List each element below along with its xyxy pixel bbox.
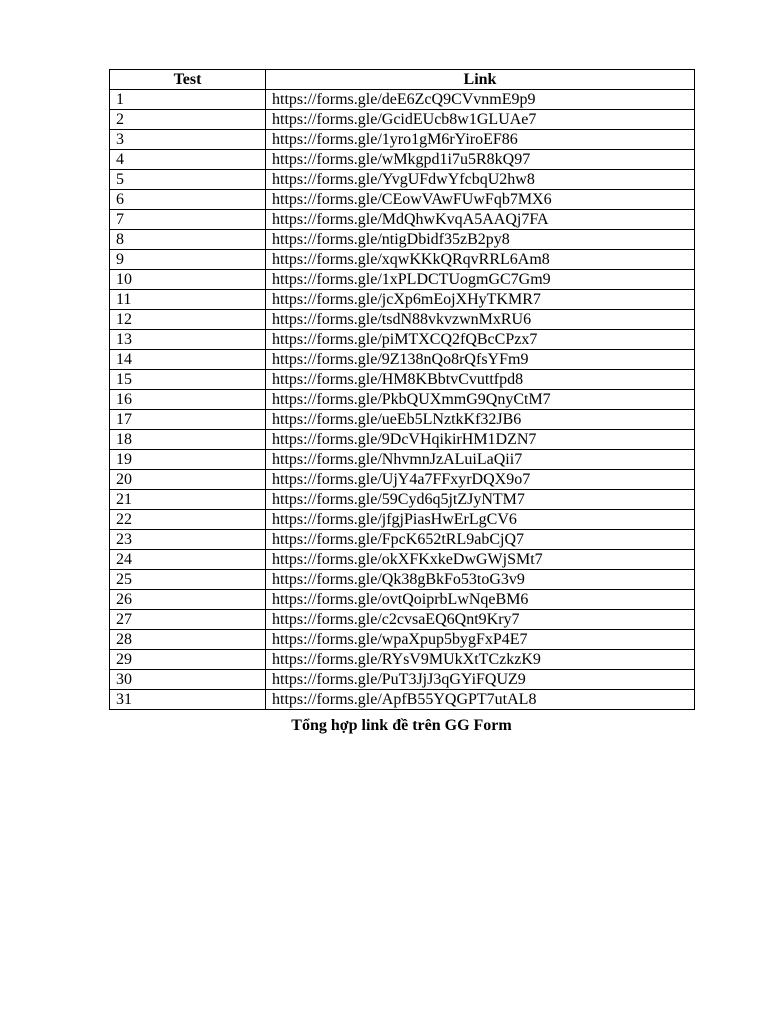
form-link-cell: https://forms.gle/Qk38gBkFo53toG3v9 — [266, 570, 695, 590]
table-row — [110, 410, 695, 430]
test-number-cell: 6 — [110, 190, 266, 210]
test-number-cell: 25 — [110, 570, 266, 590]
form-link-cell: https://forms.gle/59Cyd6q5jtZJyNTM7 — [266, 490, 695, 510]
table-row — [110, 530, 695, 550]
form-link-cell: https://forms.gle/ApfB55YQGPT7utAL8 — [266, 690, 695, 710]
table-row — [110, 630, 695, 650]
table-row — [110, 450, 695, 470]
form-links-table — [109, 69, 695, 710]
form-link-cell: https://forms.gle/NhvmnJzALuiLaQii7 — [266, 450, 695, 470]
test-number-cell: 15 — [110, 370, 266, 390]
test-number-cell: 22 — [110, 510, 266, 530]
test-number-cell: 13 — [110, 330, 266, 350]
table-body — [110, 90, 695, 710]
table-row — [110, 430, 695, 450]
test-number-cell: 30 — [110, 670, 266, 690]
test-number-cell: 20 — [110, 470, 266, 490]
form-link-cell: https://forms.gle/UjY4a7FFxyrDQX9o7 — [266, 470, 695, 490]
form-link-cell: https://forms.gle/CEowVAwFUwFqb7MX6 — [266, 190, 695, 210]
test-number-cell: 2 — [110, 110, 266, 130]
test-number-cell: 12 — [110, 310, 266, 330]
form-link-cell: https://forms.gle/jcXp6mEojXHyTKMR7 — [266, 290, 695, 310]
form-link-cell: https://forms.gle/tsdN88vkvzwnMxRU6 — [266, 310, 695, 330]
table-row — [110, 650, 695, 670]
form-link-cell: https://forms.gle/ueEb5LNztkKf32JB6 — [266, 410, 695, 430]
form-link-cell: https://forms.gle/YvgUFdwYfcbqU2hw8 — [266, 170, 695, 190]
form-link-cell: https://forms.gle/PkbQUXmmG9QnyCtM7 — [266, 390, 695, 410]
test-number-cell: 26 — [110, 590, 266, 610]
form-link-cell: https://forms.gle/GcidEUcb8w1GLUAe7 — [266, 110, 695, 130]
form-link-cell: https://forms.gle/c2cvsaEQ6Qnt9Kry7 — [266, 610, 695, 630]
test-number-cell: 4 — [110, 150, 266, 170]
test-number-cell: 23 — [110, 530, 266, 550]
table-row — [110, 510, 695, 530]
test-number-cell: 16 — [110, 390, 266, 410]
table-row — [110, 210, 695, 230]
table-row — [110, 550, 695, 570]
table-row — [110, 130, 695, 150]
form-link-cell: https://forms.gle/9DcVHqikirHM1DZN7 — [266, 430, 695, 450]
test-number-cell: 14 — [110, 350, 266, 370]
form-link-cell: https://forms.gle/1yro1gM6rYiroEF86 — [266, 130, 695, 150]
test-number-cell: 11 — [110, 290, 266, 310]
table-row — [110, 690, 695, 710]
table-row — [110, 390, 695, 410]
test-number-cell: 28 — [110, 630, 266, 650]
form-link-cell: https://forms.gle/wMkgpd1i7u5R8kQ97 — [266, 150, 695, 170]
test-number-cell: 5 — [110, 170, 266, 190]
form-link-cell: https://forms.gle/MdQhwKvqA5AAQj7FA — [266, 210, 695, 230]
form-link-cell: https://forms.gle/okXFKxkeDwGWjSMt7 — [266, 550, 695, 570]
table-header-row — [110, 70, 695, 90]
form-link-cell: https://forms.gle/RYsV9MUkXtTCzkzK9 — [266, 650, 695, 670]
test-number-cell: 27 — [110, 610, 266, 630]
table-row — [110, 90, 695, 110]
table-row — [110, 170, 695, 190]
form-link-cell: https://forms.gle/deE6ZcQ9CVvnmE9p9 — [266, 90, 695, 110]
table-row — [110, 270, 695, 290]
form-link-cell: https://forms.gle/wpaXpup5bygFxP4E7 — [266, 630, 695, 650]
form-link-cell: https://forms.gle/FpcK652tRL9abCjQ7 — [266, 530, 695, 550]
form-link-cell: https://forms.gle/jfgjPiasHwErLgCV6 — [266, 510, 695, 530]
test-number-cell: 21 — [110, 490, 266, 510]
table-row — [110, 150, 695, 170]
table-row — [110, 110, 695, 130]
header-test: Test — [110, 70, 266, 90]
form-link-cell: https://forms.gle/ntigDbidf35zB2py8 — [266, 230, 695, 250]
test-number-cell: 7 — [110, 210, 266, 230]
test-number-cell: 10 — [110, 270, 266, 290]
test-number-cell: 3 — [110, 130, 266, 150]
test-number-cell: 8 — [110, 230, 266, 250]
test-number-cell: 19 — [110, 450, 266, 470]
table-row — [110, 290, 695, 310]
form-link-cell: https://forms.gle/ovtQoiprbLwNqeBM6 — [266, 590, 695, 610]
table-row — [110, 590, 695, 610]
table-row — [110, 570, 695, 590]
table-row — [110, 230, 695, 250]
table-row — [110, 310, 695, 330]
table-caption: Tổng hợp link đề trên GG Form — [291, 717, 512, 734]
table-row — [110, 250, 695, 270]
table-row — [110, 330, 695, 350]
test-number-cell: 29 — [110, 650, 266, 670]
test-number-cell: 18 — [110, 430, 266, 450]
form-link-cell: https://forms.gle/1xPLDCTUogmGC7Gm9 — [266, 270, 695, 290]
test-number-cell: 17 — [110, 410, 266, 430]
table-row — [110, 610, 695, 630]
test-number-cell: 24 — [110, 550, 266, 570]
test-number-cell: 9 — [110, 250, 266, 270]
table-row — [110, 350, 695, 370]
table-row — [110, 670, 695, 690]
form-link-cell: https://forms.gle/piMTXCQ2fQBcCPzx7 — [266, 330, 695, 350]
table-row — [110, 370, 695, 390]
table-row — [110, 490, 695, 510]
form-link-cell: https://forms.gle/PuT3JjJ3qGYiFQUZ9 — [266, 670, 695, 690]
table-row — [110, 470, 695, 490]
form-link-cell: https://forms.gle/HM8KBbtvCvuttfpd8 — [266, 370, 695, 390]
test-number-cell: 1 — [110, 90, 266, 110]
table-row — [110, 190, 695, 210]
header-link: Link — [266, 70, 695, 90]
form-link-cell: https://forms.gle/9Z138nQo8rQfsYFm9 — [266, 350, 695, 370]
test-number-cell: 31 — [110, 690, 266, 710]
form-link-cell: https://forms.gle/xqwKKkQRqvRRL6Am8 — [266, 250, 695, 270]
